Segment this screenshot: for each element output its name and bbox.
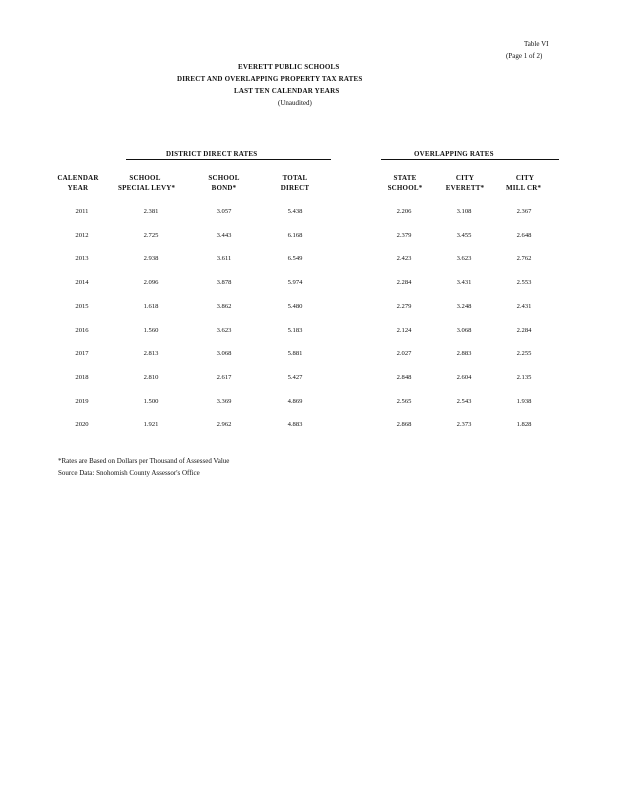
title-main: DIRECT AND OVERLAPPING PROPERTY TAX RATES (177, 75, 363, 83)
cell-city-everett: 3.623 (456, 255, 472, 263)
footnote-source: Source Data: Snohomish County Assessor's Office (58, 469, 200, 477)
cell-school-bond: 2.617 (216, 373, 232, 381)
cell-state-school: 2.565 (396, 397, 412, 405)
col-mill-line1: CITY (515, 174, 535, 182)
col-total-line1: TOTAL (282, 174, 308, 182)
cell-year: 2016 (75, 326, 89, 334)
cell-year: 2020 (75, 421, 89, 429)
cell-school-special-levy: 1.618 (143, 302, 159, 310)
cell-state-school: 2.206 (396, 208, 412, 215)
col-bond-line1: SCHOOL (208, 174, 240, 182)
title-period: LAST TEN CALENDAR YEARS (234, 87, 340, 95)
cell-year: 2011 (75, 208, 89, 215)
cell-year: 2019 (75, 397, 89, 405)
col-special-line2: SPECIAL LEVY* (118, 184, 176, 192)
col-state-line1: STATE (393, 174, 417, 182)
cell-city-mill-creek: 2.284 (516, 326, 532, 334)
cell-year: 2015 (75, 302, 89, 310)
col-bond-line2: BOND* (211, 184, 237, 192)
col-everett-line1: CITY (455, 174, 475, 182)
cell-state-school: 2.868 (396, 421, 412, 429)
cell-school-special-levy: 1.560 (143, 326, 159, 334)
cell-city-everett: 3.431 (456, 279, 472, 287)
cell-city-everett: 2.373 (456, 421, 472, 429)
group-district-direct: DISTRICT DIRECT RATES (166, 150, 258, 158)
cell-school-special-levy: 2.813 (143, 350, 159, 358)
cell-school-bond: 3.611 (216, 255, 232, 263)
cell-school-special-levy: 1.500 (143, 397, 159, 405)
cell-state-school: 2.284 (396, 279, 412, 287)
col-year-line1: CALENDAR (57, 174, 99, 182)
title-district: EVERETT PUBLIC SCHOOLS (238, 63, 340, 71)
col-state-line2: SCHOOL* (387, 184, 423, 192)
cell-city-mill-creek: 1.828 (516, 421, 532, 429)
cell-school-bond: 3.443 (216, 231, 232, 239)
col-everett-line2: EVERETT* (445, 184, 485, 192)
cell-city-mill-creek: 2.762 (516, 255, 532, 263)
district-rule (126, 159, 331, 160)
cell-city-everett: 3.108 (456, 208, 472, 215)
cell-school-bond: 3.369 (216, 397, 232, 405)
cell-total-direct: 6.168 (287, 231, 303, 239)
cell-year: 2017 (75, 350, 89, 358)
overlapping-rule (381, 159, 559, 160)
cell-city-everett: 2.543 (456, 397, 472, 405)
page-number: (Page 1 of 2) (506, 52, 543, 60)
cell-city-everett: 2.883 (456, 350, 472, 358)
cell-year: 2013 (75, 255, 89, 263)
cell-school-special-levy: 2.381 (143, 208, 159, 215)
group-overlapping: OVERLAPPING RATES (414, 150, 494, 158)
cell-state-school: 2.379 (396, 231, 412, 239)
cell-city-everett: 3.455 (456, 231, 472, 239)
cell-state-school: 2.124 (396, 326, 412, 334)
table-number: Table VI (524, 40, 549, 48)
cell-city-everett: 2.604 (456, 373, 472, 381)
col-year-line2: YEAR (67, 184, 89, 192)
cell-state-school: 2.848 (396, 373, 412, 381)
cell-city-mill-creek: 1.938 (516, 397, 532, 405)
cell-year: 2018 (75, 373, 89, 381)
cell-total-direct: 5.480 (287, 302, 303, 310)
cell-school-special-levy: 2.725 (143, 231, 159, 239)
cell-city-mill-creek: 2.553 (516, 279, 532, 287)
cell-school-special-levy: 1.921 (143, 421, 159, 429)
cell-total-direct: 5.427 (287, 373, 303, 381)
cell-total-direct: 5.438 (287, 208, 303, 215)
cell-city-everett: 3.068 (456, 326, 472, 334)
cell-school-special-levy: 2.096 (143, 279, 159, 287)
cell-school-bond: 3.862 (216, 302, 232, 310)
col-total-line2: DIRECT (280, 184, 310, 192)
cell-state-school: 2.027 (396, 350, 412, 358)
cell-total-direct: 6.549 (287, 255, 303, 263)
cell-school-bond: 3.068 (216, 350, 232, 358)
cell-city-mill-creek: 2.135 (516, 373, 532, 381)
cell-city-mill-creek: 2.431 (516, 302, 532, 310)
cell-school-bond: 3.623 (216, 326, 232, 334)
cell-total-direct: 4.883 (287, 421, 303, 429)
cell-state-school: 2.279 (396, 302, 412, 310)
cell-year: 2012 (75, 231, 89, 239)
cell-city-mill-creek: 2.648 (516, 231, 532, 239)
cell-school-bond: 2.962 (216, 421, 232, 429)
cell-year: 2014 (75, 279, 89, 287)
cell-city-everett: 3.248 (456, 302, 472, 310)
cell-state-school: 2.423 (396, 255, 412, 263)
cell-total-direct: 5.183 (287, 326, 303, 334)
cell-school-special-levy: 2.938 (143, 255, 159, 263)
cell-school-bond: 3.878 (216, 279, 232, 287)
footnote-rates: *Rates are Based on Dollars per Thousand of Assessed Value (58, 457, 230, 465)
cell-total-direct: 5.881 (287, 350, 303, 358)
cell-city-mill-creek: 2.367 (516, 208, 532, 215)
cell-school-bond: 3.057 (216, 208, 232, 215)
col-mill-line2: MILL CR* (506, 184, 542, 192)
col-special-line1: SCHOOL (129, 174, 161, 182)
cell-school-special-levy: 2.810 (143, 373, 159, 381)
title-unaudited: (Unaudited) (278, 99, 312, 107)
cell-city-mill-creek: 2.255 (516, 350, 532, 358)
cell-total-direct: 5.974 (287, 279, 303, 287)
cell-total-direct: 4.869 (287, 397, 303, 405)
